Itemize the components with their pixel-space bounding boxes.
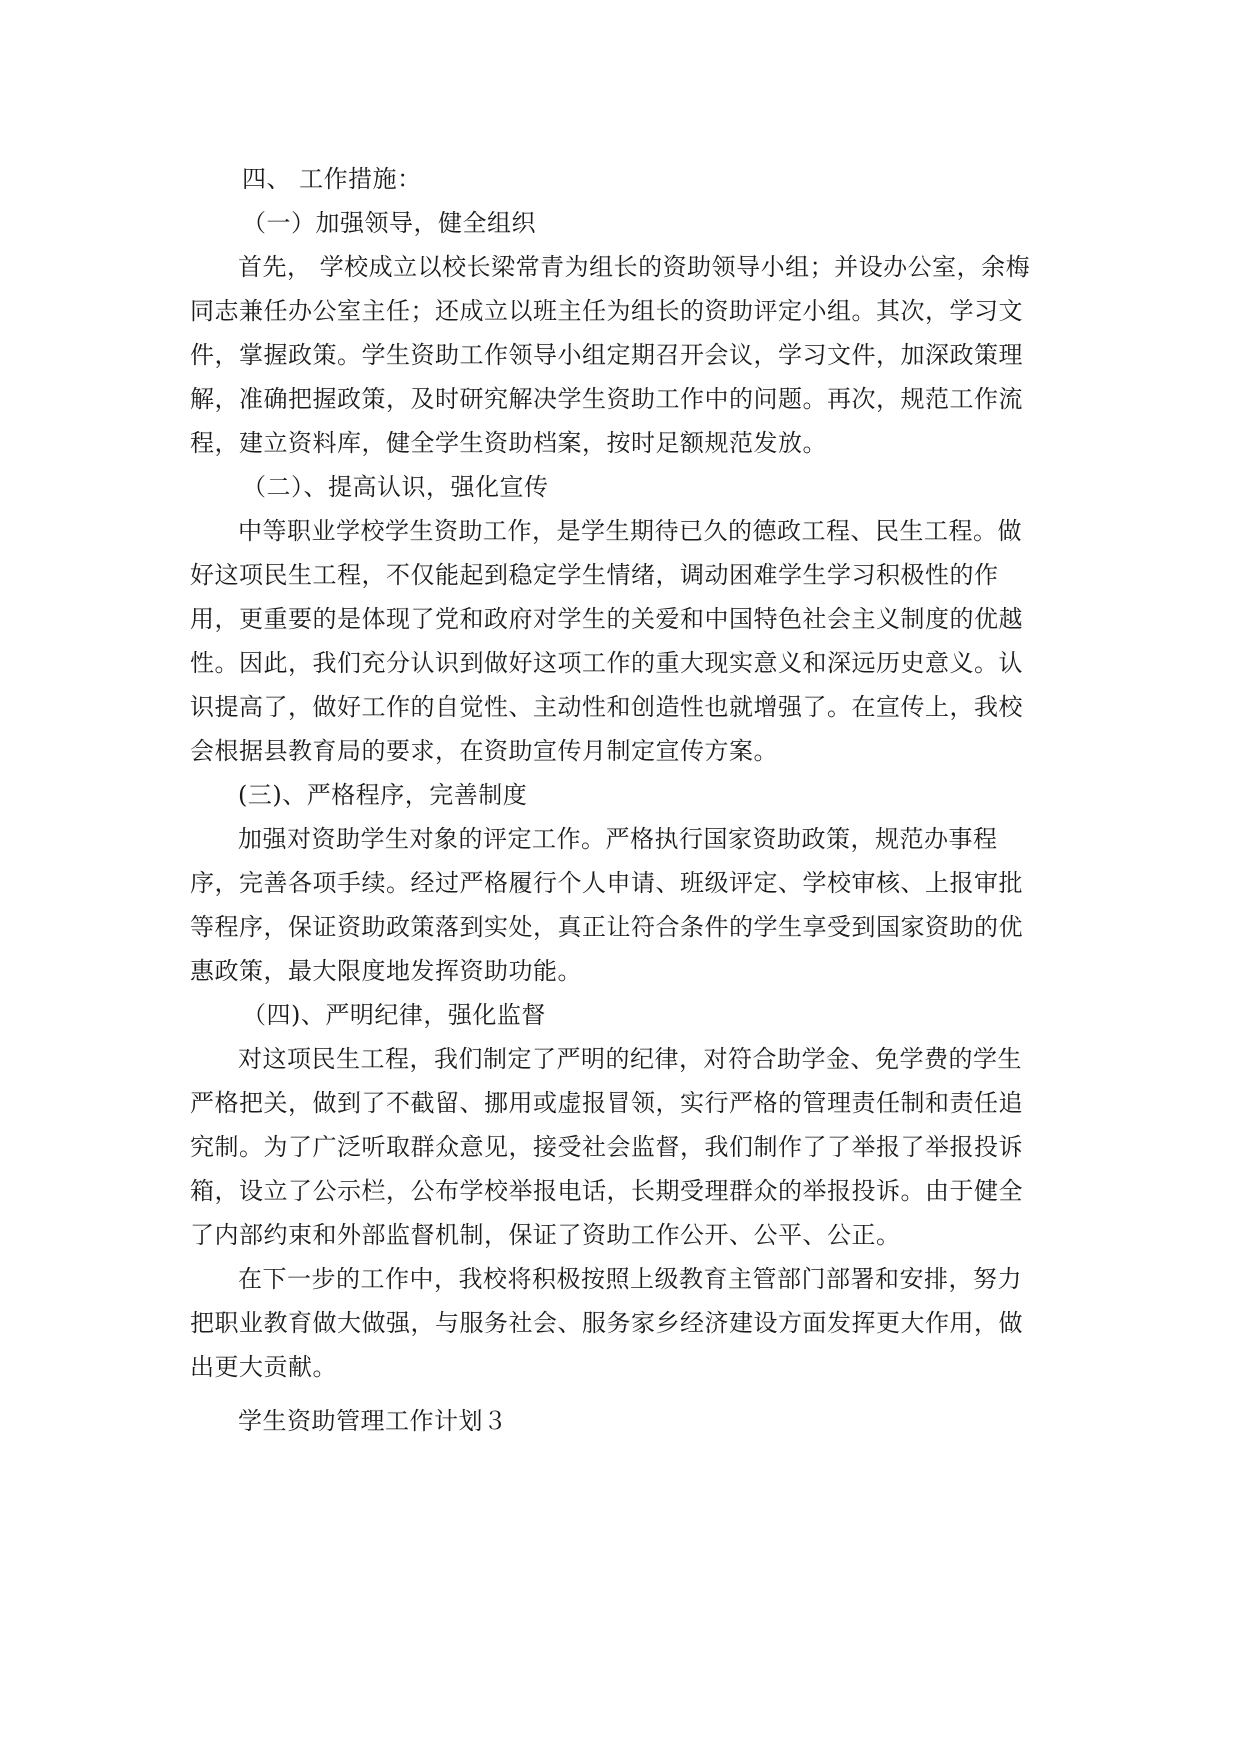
subsection-title-4: （四)、严明纪律，强化监督 [242, 1001, 546, 1029]
paragraph-line: 件，掌握政策。学生资助工作领导小组定期召开会议，学习文件，加深政策理 [190, 341, 1023, 369]
paragraph-line: 程，建立资料库，健全学生资助档案，按时足额规范发放。 [190, 429, 827, 457]
paragraph-line: 等程序，保证资助政策落到实处，真正让符合条件的学生享受到国家资助的优 [190, 913, 1023, 941]
paragraph-line: 序，完善各项手续。经过严格履行个人申请、班级评定、学校审核、上报审批 [190, 869, 1023, 897]
paragraph-line: 好这项民生工程，不仅能起到稳定学生情绪，调动困难学生学习积极性的作 [190, 561, 999, 589]
paragraph-line: 严格把关，做到了不截留、挪用或虚报冒领，实行严格的管理责任制和责任追 [190, 1089, 1023, 1117]
paragraph-line: 会根据县教育局的要求，在资助宣传月制定宣传方案。 [190, 737, 778, 765]
subsection-title-3: (三)、严格程序，完善制度 [238, 781, 528, 809]
paragraph-line: 解，准确把握政策，及时研究解决学生资助工作中的问题。再次，规范工作流 [190, 385, 1023, 413]
paragraph-line: 把职业教育做大做强，与服务社会、服务家乡经济建设方面发挥更大作用，做 [190, 1309, 1023, 1337]
paragraph-line: 用，更重要的是体现了党和政府对学生的关爱和中国特色社会主义制度的优越 [190, 605, 1023, 633]
paragraph-line: 首先， 学校成立以校长梁常青为组长的资助领导小组；并设办公室，余梅 [238, 253, 1031, 281]
paragraph-line: 识提高了，做好工作的自觉性、主动性和创造性也就增强了。在宣传上，我校 [190, 693, 1023, 721]
paragraph-line: 对这项民生工程，我们制定了严明的纪律，对符合助学金、免学费的学生 [238, 1045, 1022, 1073]
document-body [190, 157, 1050, 1443]
section-heading: 四、 工作措施： [242, 165, 422, 193]
next-plan-title: 学生资助管理工作计划３ [238, 1407, 508, 1435]
paragraph-line: 箱，设立了公示栏，公布学校举报电话，长期受理群众的举报投诉。由于健全 [190, 1177, 1023, 1205]
paragraph-line: 性。因此，我们充分认识到做好这项工作的重大现实意义和深远历史意义。认 [190, 649, 1023, 677]
paragraph-line: 在下一步的工作中，我校将积极按照上级教育主管部门部署和安排，努力 [238, 1265, 1022, 1293]
subsection-title-2: （二）、提高认识，强化宣传 [242, 473, 549, 501]
paragraph-line: 出更大贡献。 [190, 1353, 337, 1381]
paragraph-line: 了内部约束和外部监督机制，保证了资助工作公开、公平、公正。 [190, 1221, 901, 1249]
paragraph-line: 究制。为了广泛听取群众意见，接受社会监督，我们制作了了举报了举报投诉 [190, 1133, 1023, 1161]
paragraph-line: 同志兼任办公室主任；还成立以班主任为组长的资助评定小组。其次，学习文 [190, 297, 1023, 325]
paragraph-line: 惠政策，最大限度地发挥资助功能。 [190, 957, 582, 985]
paragraph-line: 加强对资助学生对象的评定工作。严格执行国家资助政策，规范办事程 [238, 825, 998, 853]
subsection-title-1: （一）加强领导，健全组织 [242, 209, 536, 237]
paragraph-line: 中等职业学校学生资助工作，是学生期待已久的德政工程、民生工程。做 [238, 517, 1022, 545]
